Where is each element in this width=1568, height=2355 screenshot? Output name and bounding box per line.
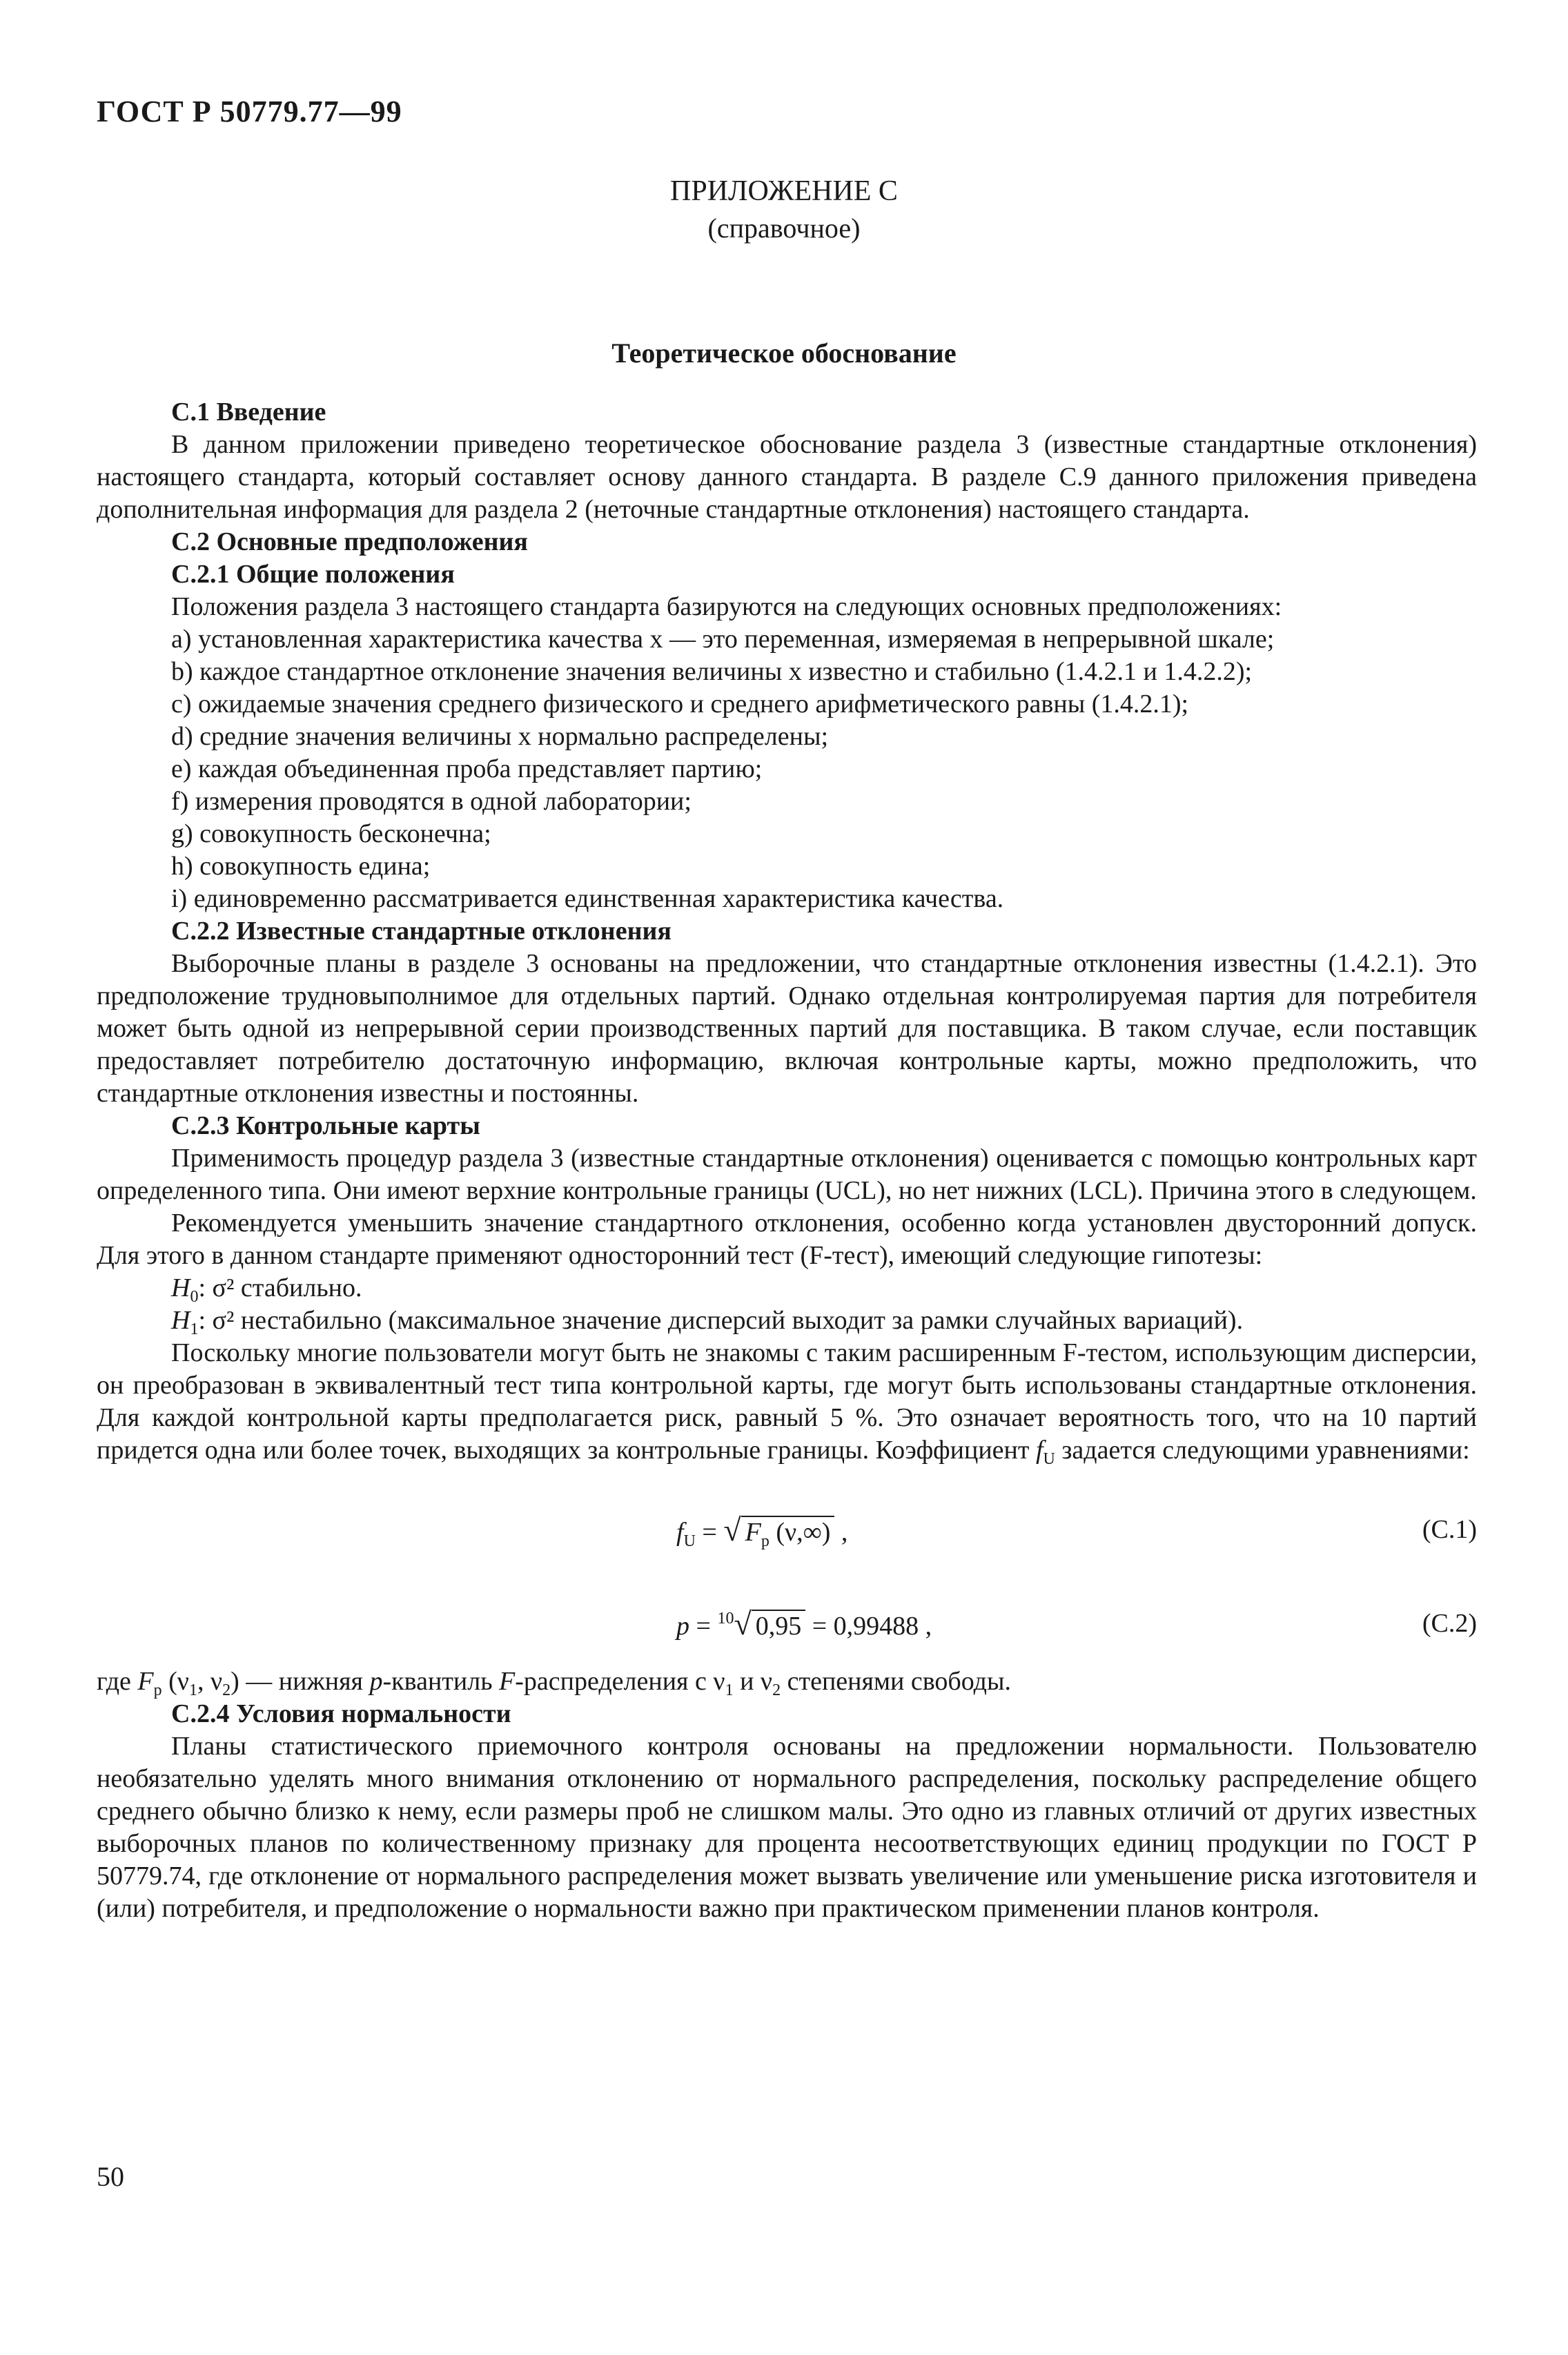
where-text: ) — нижняя: [231, 1667, 370, 1696]
where-F-subscript: p: [153, 1681, 162, 1699]
root-index: 10: [717, 1610, 734, 1628]
list-item: c) ожидаемые значения среднего физического и среднего арифметического равны (1.4.2.1);: [171, 690, 1189, 719]
section-c1-heading: С.1 Введение: [171, 398, 326, 427]
section-c23-paragraph-1: Применимость процедур раздела 3 (известные стандартные отклонения) оценивается с помощью контрольных карт определенного типа. Они имеют верхние контрольные границы (UCL), но нет нижних (LCL). Причина этого в следующем.: [97, 1144, 1477, 1205]
appendix-heading: [0, 173, 1568, 247]
radical-sign: √: [734, 1606, 752, 1641]
where-text: степенями свободы.: [781, 1667, 1012, 1696]
where-F: F: [499, 1667, 516, 1696]
eq1-args: (ν,∞): [769, 1518, 831, 1547]
hypothesis-h0: [97, 1272, 1477, 1304]
coefficient-subscript: U: [1043, 1450, 1055, 1468]
section-c23-paragraph-2: Рекомендуется уменьшить значение стандартного отклонения, особенно когда установлен двусторонний допуск. Для этого в данном стандарте применяют односторонний тест (F-тест), имеющий следующие гипотезы:: [97, 1209, 1477, 1270]
h0-subscript: 0: [190, 1288, 199, 1306]
where-text: и ν: [733, 1667, 773, 1696]
eq1-tail: ,: [834, 1518, 848, 1547]
eq2-lhs: p: [676, 1612, 689, 1641]
section-c2-heading: С.2 Основные предположения: [171, 527, 528, 556]
eq1-F-subscript: p: [761, 1532, 770, 1550]
h1-text: : σ² нестабильно (максимальное значение дисперсий выходит за рамки случайных вариаций).: [198, 1306, 1244, 1335]
section-c24-paragraph: Планы статистического приемочного контроля основаны на предложении нормальности. Пользователю необязательно уделять много внимания отклонению от нормального распределения, поскольку распределение общего среднего обычно близко к нему, если размеры проб не слишком малы. Это одно из главных отличий от других известных выборочных планов по количественному признаку для процента несоответствующих единиц продукции по ГОСТ Р 50779.74, где отклонение от нормального распределения может вызвать увеличение или уменьшение риска изготовителя и (или) потребителя, и предположение о нормальности важно при практическом применении планов контроля.: [97, 1732, 1477, 1923]
where-text: (ν: [161, 1667, 189, 1696]
equation-c1-body: [676, 1514, 847, 1549]
eq2-rhs: = 0,99488 ,: [805, 1612, 932, 1641]
equation-number-c1: (С.1): [1422, 1515, 1477, 1544]
eq1-F: F: [745, 1518, 761, 1547]
h0-symbol: H: [171, 1273, 190, 1302]
list-item: а) установленная характеристика качества x — это переменная, измеряемая в непрерывной шкале;: [171, 625, 1275, 654]
eq1-lhs: f: [676, 1518, 684, 1547]
where-clause: [97, 1665, 1477, 1698]
main-title: Теоретическое обоснование: [611, 338, 957, 369]
list-item: e) каждая объединенная проба представляет партию;: [171, 754, 763, 783]
section-c22-paragraph: Выборочные планы в разделе 3 основаны на предложении, что стандартные отклонения известны (1.4.2.1). Это предположение трудновыполнимое для отдельных партий. Однако отдельная контролируемая партия для потребителя может быть одной из непрерывной серии производственных партий для поставщика. В таком случае, если поставщик предоставляет потребителю достаточную информацию, включая контрольные карты, можно предположить, что стандартные отклонения известны и постоянны.: [97, 949, 1477, 1108]
appendix-title: ПРИЛОЖЕНИЕ С: [670, 175, 898, 207]
section-c1-paragraph: В данном приложении приведено теоретическое обоснование раздела 3 (известные стандартные отклонения) настоящего стандарта, который составляет основу данного стандарта. В разделе С.9 данного приложения приведена дополнительная информация для раздела 2 (неточные стандартные отклонения) настоящего стандарта.: [97, 430, 1477, 524]
where-text: , ν: [197, 1667, 223, 1696]
list-item: i) единовременно рассматривается единственная характеристика качества.: [171, 884, 1004, 913]
radical-sign: √: [723, 1512, 741, 1547]
eq1-radicand: [741, 1516, 835, 1550]
body-text: [97, 396, 1477, 1925]
where-text: где: [97, 1667, 138, 1696]
section-c22-heading: С.2.2 Известные стандартные отклонения: [171, 917, 672, 946]
document-code: ГОСТ Р 50779.77—99: [97, 95, 402, 128]
section-c23-heading: С.2.3 Контрольные карты: [171, 1111, 480, 1140]
where-p: p: [369, 1667, 383, 1696]
section-c21-intro: Положения раздела 3 настоящего стандарта базируются на следующих основных предположениях:: [171, 592, 1282, 621]
where-subscript: 1: [188, 1681, 197, 1699]
eq2-radicand: 0,95: [752, 1610, 806, 1641]
where-text: -распределения с ν: [515, 1667, 725, 1696]
list-item: g) совокупность бесконечна;: [171, 819, 491, 848]
paragraph-3-text: Поскольку многие пользователи могут быть не знакомы с таким расширенным F-тестом, использующим дисперсии, он преобразован в эквивалентный тест типа контрольной карты, где могут быть использованы стандартные отклонения. Для каждой контрольной карты предполагается риск, равный 5 %. Это означает вероятность того, что на 10 партий придется одна или более точек, выходящих за контрольные границы. Коэффициент: [97, 1338, 1477, 1465]
section-c24-heading: С.2.4 Условия нормальности: [171, 1699, 511, 1728]
equation-c1: [97, 1486, 1477, 1580]
appendix-note: (справочное): [707, 213, 861, 244]
where-text: -квантиль: [382, 1667, 500, 1696]
coefficient-symbol: f: [1035, 1436, 1043, 1465]
hypothesis-h1: [97, 1304, 1477, 1337]
list-item: d) средние значения величины x нормально распределены;: [171, 722, 829, 751]
page-number: 50: [97, 2161, 124, 2192]
list-item: h) совокупность едина;: [171, 852, 431, 881]
eq2-equals: =: [689, 1612, 718, 1641]
where-subscript: 2: [222, 1681, 231, 1699]
h0-text: : σ² стабильно.: [198, 1273, 362, 1302]
h1-symbol: H: [171, 1306, 190, 1335]
list-item: f) измерения проводятся в одной лаборатории;: [171, 787, 692, 816]
eq1-equals: =: [695, 1518, 724, 1547]
section-c23-paragraph-3: [97, 1337, 1477, 1467]
paragraph-3-tail: задается следующими уравнениями:: [1061, 1436, 1470, 1465]
equation-c2: [97, 1580, 1477, 1665]
where-subscript: 1: [725, 1681, 734, 1699]
eq1-lhs-subscript: U: [683, 1532, 696, 1550]
equation-c2-body: [676, 1608, 932, 1643]
section-c21-heading: С.2.1 Общие положения: [171, 560, 455, 589]
h1-subscript: 1: [190, 1320, 199, 1338]
where-F: F: [137, 1667, 154, 1696]
list-item: b) каждое стандартное отклонение значения величины x известно и стабильно (1.4.2.1 и 1.4.2.2);: [171, 657, 1253, 686]
where-subscript: 2: [772, 1681, 781, 1699]
equation-number-c2: (С.2): [1422, 1609, 1477, 1638]
